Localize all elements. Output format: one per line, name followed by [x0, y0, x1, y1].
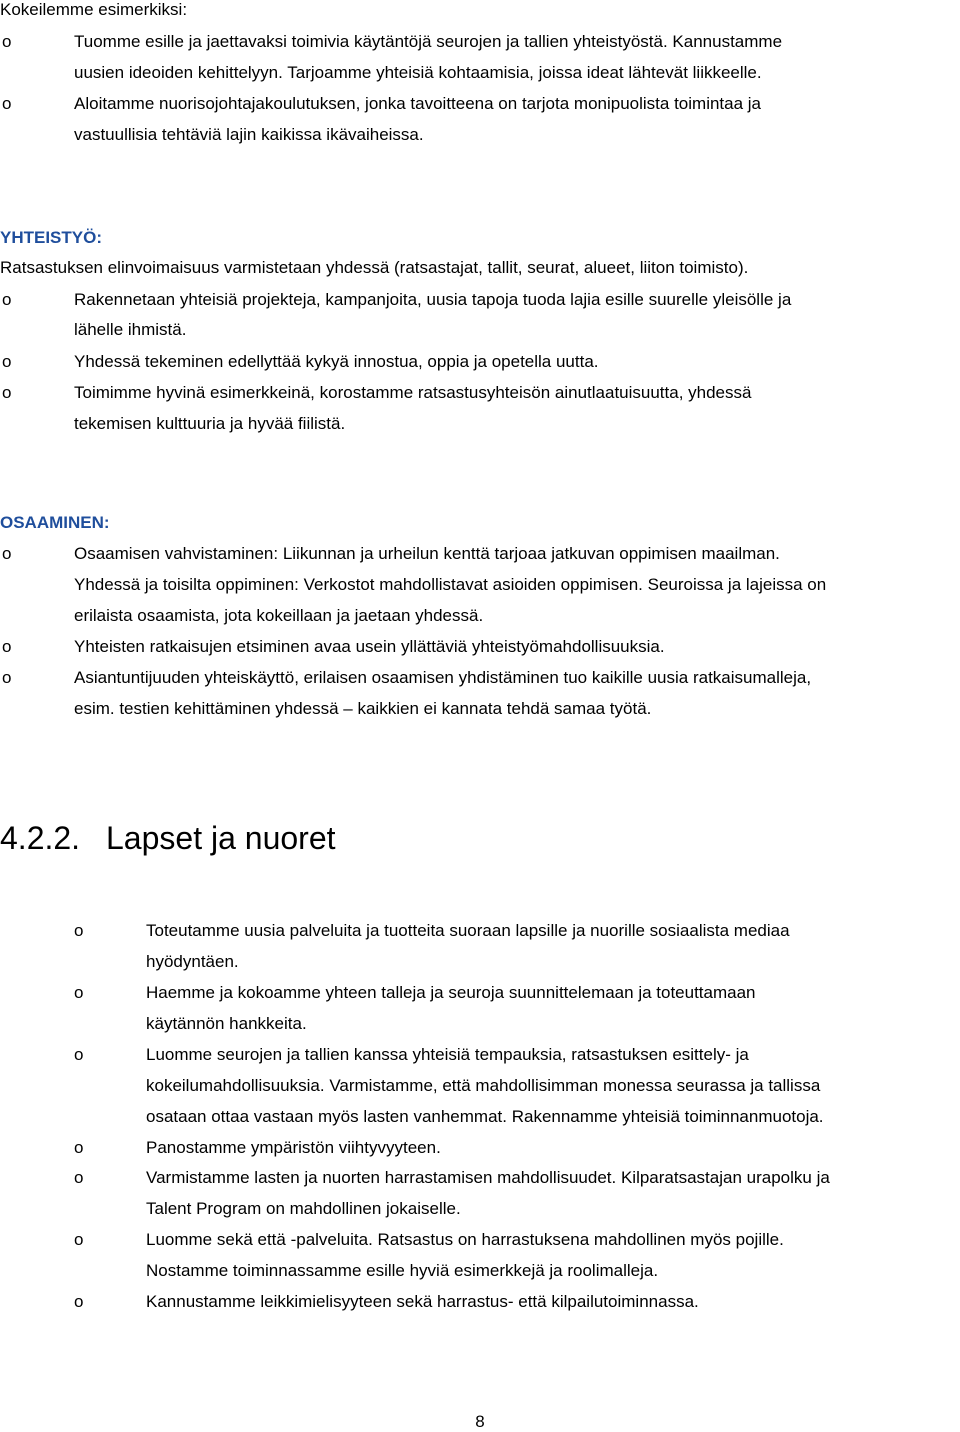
list-item-line: Luomme sekä että -palveluita. Ratsastus on harrastuksena mahdollinen myös pojille.: [146, 1230, 784, 1249]
list-item-line: Talent Program on mahdollinen jokaiselle.: [146, 1199, 461, 1218]
list-item-line: Panostamme ympäristön viihtyvyyteen.: [146, 1138, 441, 1157]
yhteistyo-heading: YHTEISTYÖ:: [0, 228, 103, 247]
list-bullet: o: [74, 1138, 84, 1157]
list-bullet: o: [2, 544, 12, 563]
list-item-line: Nostamme toiminnassamme esille hyviä esimerkkejä ja roolimalleja.: [146, 1261, 659, 1280]
list-item-line: Toteutamme uusia palveluita ja tuotteita suoraan lapsille ja nuorille sosiaalista mediaa: [146, 921, 790, 940]
list-item-line: esim. testien kehittäminen yhdessä – kaikkien ei kannata tehdä samaa työtä.: [74, 699, 652, 718]
intro-heading: Kokeilemme esimerkiksi:: [0, 0, 188, 19]
list-item-line: tekemisen kulttuuria ja hyvää fiilistä.: [74, 414, 346, 433]
list-item-line: Toimimme hyvinä esimerkkeinä, korostamme ratsastusyhteisön ainutlaatuisuutta, yhdessä: [74, 383, 752, 402]
section-heading: [0, 820, 336, 856]
list-item-line: kokeilumahdollisuuksia. Varmistamme, että mahdollisimman monessa seurassa ja tallissa: [146, 1076, 821, 1095]
list-item-line: Yhdessä ja toisilta oppiminen: Verkostot mahdollistavat asioiden oppimisen. Seuroissa ja lajeissa on: [74, 575, 827, 594]
yhteistyo-lead: Ratsastuksen elinvoimaisuus varmistetaan yhdessä (ratsastajat, tallit, seurat, alueet, liiton toimisto).: [0, 258, 749, 277]
list-item-line: Osaamisen vahvistaminen: Liikunnan ja urheilun kenttä tarjoaa jatkuvan oppimisen maailman.: [74, 544, 780, 563]
list-bullet: o: [74, 983, 84, 1002]
list-item-line: Yhteisten ratkaisujen etsiminen avaa usein yllättäviä yhteistyömahdollisuuksia.: [74, 637, 665, 656]
list-item-line: Kannustamme leikkimielisyyteen sekä harrastus- että kilpailutoiminnassa.: [146, 1292, 699, 1311]
list-item-line: hyödyntäen.: [146, 952, 239, 971]
section-number: 4.2.2.: [0, 820, 81, 856]
list-item-line: vastuullisia tehtäviä lajin kaikissa ikävaiheissa.: [74, 125, 424, 144]
list-item-line: käytännön hankkeita.: [146, 1014, 307, 1033]
list-item-line: Asiantuntijuuden yhteiskäyttö, erilaisen osaamisen yhdistäminen tuo kaikille uusia ratkaisumalleja,: [74, 668, 812, 687]
list-item-line: Yhdessä tekeminen edellyttää kykyä innostua, oppia ja opetella uutta.: [74, 352, 599, 371]
list-item-line: uusien ideoiden kehittelyyn. Tarjoamme yhteisiä kohtaamisia, joissa ideat lähtevät liikkeelle.: [74, 63, 762, 82]
list-item-line: Aloitamme nuorisojohtajakoulutuksen, jonka tavoitteena on tarjota monipuolista toimintaa ja: [74, 94, 762, 113]
list-item-line: osataan ottaa vastaan myös lasten vanhemmat. Rakennamme yhteisiä toiminnanmuotoja.: [146, 1107, 824, 1126]
list-item-line: Tuomme esille ja jaettavaksi toimivia käytäntöjä seurojen ja tallien yhteistyöstä. Kannustamme: [74, 32, 783, 51]
list-bullet: o: [74, 1168, 84, 1187]
list-item-line: erilaista osaamista, jota kokeillaan ja jaetaan yhdessä.: [74, 606, 484, 625]
list-item-line: Luomme seurojen ja tallien kanssa yhteisiä tempauksia, ratsastuksen esittely- ja: [146, 1045, 749, 1064]
list-bullet: o: [2, 94, 12, 113]
osaaminen-heading: OSAAMINEN:: [0, 513, 110, 532]
list-bullet: o: [74, 1292, 84, 1311]
list-item-line: Varmistamme lasten ja nuorten harrastamisen mahdollisuudet. Kilparatsastajan urapolku ja: [146, 1168, 830, 1187]
list-bullet: o: [2, 383, 12, 402]
list-bullet: o: [74, 1230, 84, 1249]
list-bullet: o: [74, 1045, 84, 1064]
section-title: Lapset ja nuoret: [106, 820, 336, 856]
list-bullet: o: [2, 32, 12, 51]
list-item-line: Haemme ja kokoamme yhteen talleja ja seuroja suunnittelemaan ja toteuttamaan: [146, 983, 756, 1002]
page-number: 8: [475, 1412, 485, 1431]
list-bullet: o: [2, 668, 12, 687]
list-bullet: o: [2, 637, 12, 656]
list-bullet: o: [2, 290, 12, 309]
list-bullet: o: [2, 352, 12, 371]
list-item-line: Rakennetaan yhteisiä projekteja, kampanjoita, uusia tapoja tuoda lajia esille suurelle yleisölle ja: [74, 290, 792, 309]
list-bullet: o: [74, 921, 84, 940]
list-item-line: lähelle ihmistä.: [74, 320, 187, 339]
